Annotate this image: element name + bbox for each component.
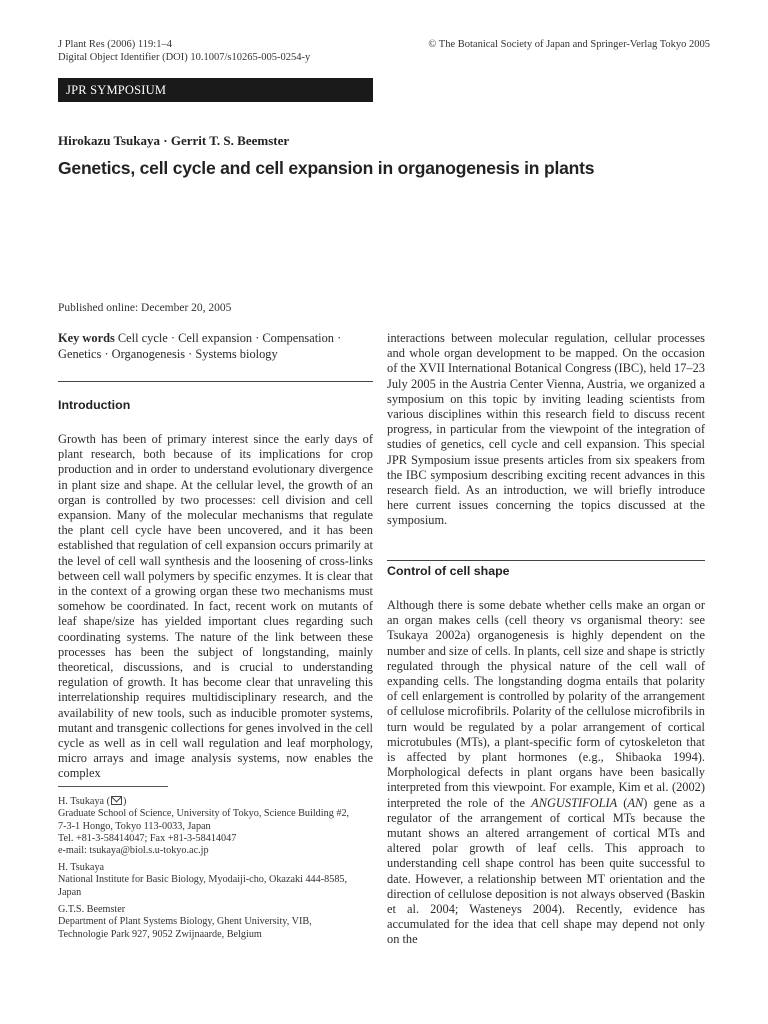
affiliation-line: Department of Plant Systems Biology, Ghent University, VIB, xyxy=(58,916,312,928)
affiliation-name: G.T.S. Beemster xyxy=(58,904,126,915)
introduction-heading: Introduction xyxy=(58,398,131,412)
affiliation-3 xyxy=(58,904,373,941)
article-title: Genetics, cell cycle and cell expansion in organogenesis in plants xyxy=(58,158,595,178)
journal-citation xyxy=(58,38,398,64)
footnote-rule xyxy=(58,786,168,787)
affiliation-1: H. Tsukaya ( ) Graduate School of Science, University of Tokyo, Science Building #2, 7-3-1 Hongo, Tokyo 113-0033, Japan Tel. +81-3-58414047; Fax +81-3-58414047 e-mail: tsukaya@biol.s.u-tokyo.ac.jp xyxy=(58,796,373,857)
doi-line: Digital Object Identifier (DOI) 10.1007/s10265-005-0254-y xyxy=(58,52,311,63)
copyright-notice: © The Botanical Society of Japan and Springer-Verlag Tokyo 2005 xyxy=(428,39,710,50)
cell-shape-heading: Control of cell shape xyxy=(387,564,510,578)
affiliation-line: 7-3-1 Hongo, Tokyo 113-0033, Japan xyxy=(58,820,211,832)
symposium-banner xyxy=(58,78,373,102)
affiliation-line: Graduate School of Science, University of Tokyo, Science Building #2, xyxy=(58,808,350,820)
introduction-continuation: interactions between molecular regulation, cellular processes and whole organ development to be mapped. On the occasion of the XVII International Botanical Congress (IBC), held 17–23 July 2005 in the Austria Center Vienna, Austria, we organized a symposium on this topic by inviting leading scientists from various disciplines within this research field to discuss recent progress, in particular from the viewpoint of the integration of studies of genetics, cell cycle and cell expansion. This special JPR Symposium issue presents articles from six speakers from the IBC symposium describing exciting recent advances in this research field. As an introduction, we will briefly introduce here current issues concerning the topics discussed at the symposium. xyxy=(387,331,705,528)
gene-name: ANGUSTIFOLIA xyxy=(531,795,618,810)
affiliation-2 xyxy=(58,862,373,899)
journal-line: J Plant Res (2006) 119:1–4 xyxy=(58,39,172,50)
affiliation-line: Tel. +81-3-58414047; Fax +81-3-58414047 xyxy=(58,832,237,844)
paren-open: ( xyxy=(617,795,628,810)
section-divider xyxy=(58,381,373,382)
gene-abbr: AN xyxy=(627,795,644,810)
envelope-icon xyxy=(111,796,122,805)
keywords-text: Cell cycle · Cell expansion · Compensation · Genetics · Organogenesis · Systems biology xyxy=(58,331,342,361)
published-date: Published online: December 20, 2005 xyxy=(58,302,232,314)
keywords-label: Key words xyxy=(58,331,115,345)
cell-shape-text-1: Although there is some debate whether cells make an organ or an organ makes cells (cell theory vs organismal theory: see Tsukaya 2002a) organogenesis is highly dependent on the number and size of cells. In plants, cell size and shape is strictly regulated through the physical nature of the cell wall of expanding cells. The longstanding dogma entails that polarity of cell enlargement is controlled by polarity of the arrangement of cellulose microfibrils. Polarity of the cellulose microfibrils in turn would be regulated by a polar arrangement of cortical microtubules (MTs), a plant-specific form of cytoskeleton that is affected by plant hormones (e.g., Shibaoka 1994). Morphological defects in plant organs have been basically interpreted from this viewpoint. For example, Kim et al. (2002) interpreted the role of the xyxy=(387,598,705,810)
affiliation-name: H. Tsukaya xyxy=(58,796,105,807)
symposium-label: JPR SYMPOSIUM xyxy=(66,83,167,97)
affiliation-line: Japan xyxy=(58,886,82,898)
affiliation-email: e-mail: tsukaya@biol.s.u-tokyo.ac.jp xyxy=(58,845,209,857)
introduction-body: Growth has been of primary interest since the early days of plant research, both because of its implications for crop production and in order to understand evolutionary divergence in plant size and shape. At the cellular level, the growth of an organ is controlled by two processes: cell division and cell expansion. Many of the molecular mechanisms that regulate the plant cell cycle have been uncovered, and it has been established that regulation of cell expansion occurs primarily at the level of cell wall synthesis and the loosening of cross-links between cell wall polymers by specific enzymes. It is clear that in the context of a growing organ these two mechanisms must somehow be coordinated. In fact, recent work on mutants of leaf shape/size has yielded important clues regarding such coordinating systems. The nature of the link between these processes has been the subject of longstanding, mainly theoretical, discussions, and is crucial to understanding regulation of growth. It has become clear that unraveling this interrelationship requires multidisciplinary research, and the availability of new tools, such as inducible promoter systems, mutant and transgenic collections for genes involved in the cell cycle as well as in cell wall regulation and leaf morphology, micro arrays and image analysis systems, now enables the complex xyxy=(58,432,373,781)
affiliation-line: Technologie Park 927, 9052 Zwijnaarde, Belgium xyxy=(58,928,262,940)
cell-shape-body xyxy=(387,598,705,948)
author-list: Hirokazu Tsukaya · Gerrit T. S. Beemster xyxy=(58,133,290,148)
affiliation-name: H. Tsukaya xyxy=(58,862,105,873)
section-divider xyxy=(387,560,705,561)
affiliation-line: National Institute for Basic Biology, Myodaiji-cho, Okazaki 444-8585, xyxy=(58,874,348,886)
cell-shape-text-2: ) gene as a regulator of the arrangement of cortical MTs because the mutant shows an altered arrangement of cortical MTs and altered polar growth of leaf cells. This approach to understanding cell shape control has been quite successful to date. However, a relationship between MT orientation and the direction of cellulose deposition is not always observed (Baskin et al. 2004; Wasteneys 2004). Recently, evidence has accumulated for the idea that cell shape may depend not only on the xyxy=(387,795,705,947)
keywords xyxy=(58,331,373,362)
